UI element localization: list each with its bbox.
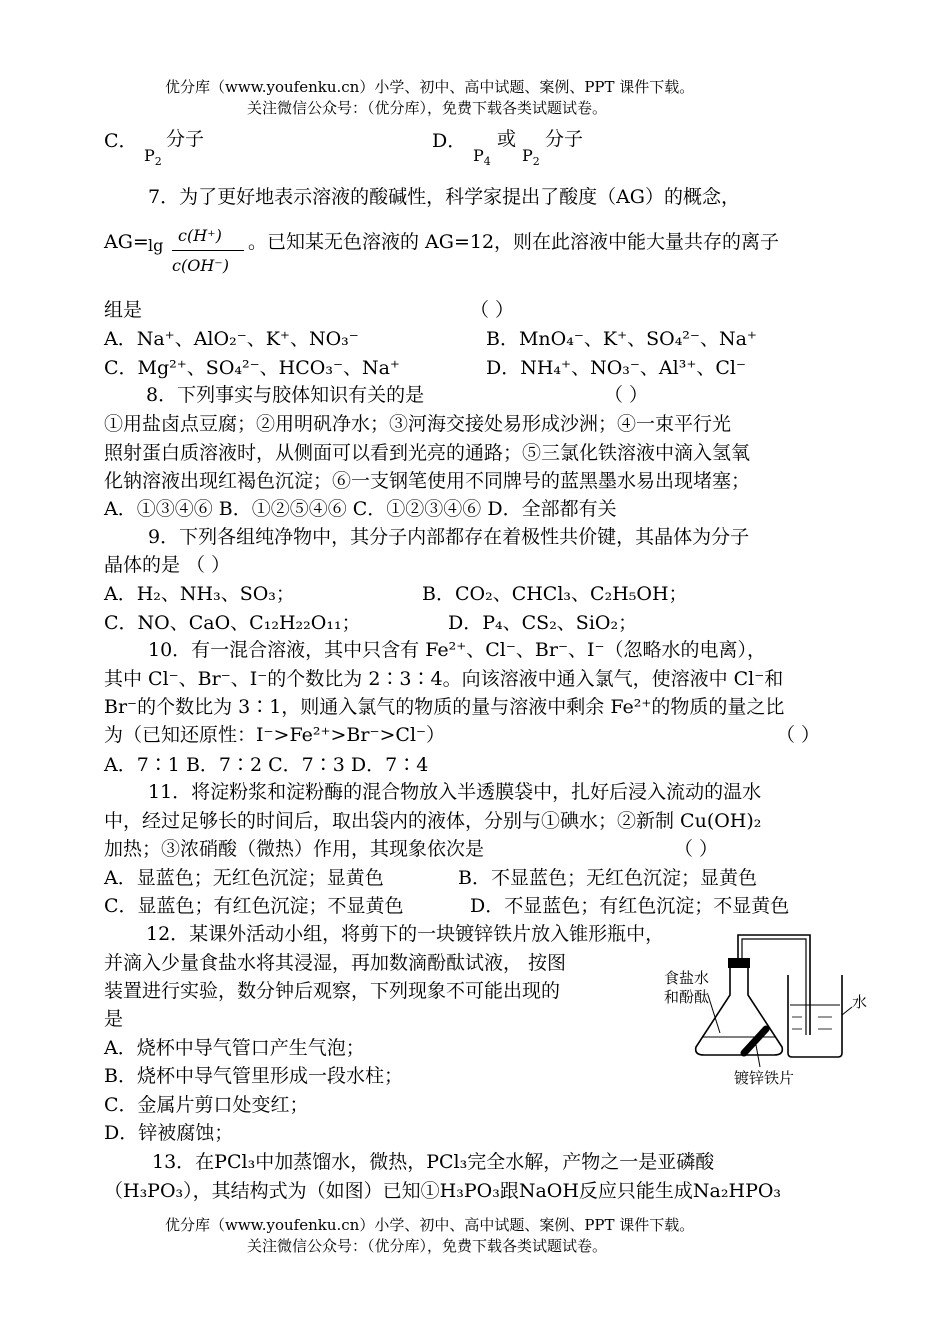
q10-options: A．7∶1 B．7∶2 C．7∶3 D．7∶4 — [104, 754, 429, 776]
q7-ag-prefix: AG= — [104, 231, 149, 253]
page-footer-line1: 优分库（www.youfenku.cn）小学、初中、高中试题、案例、PPT 课件下载。 — [165, 1216, 695, 1234]
q9-option-d: D．P₄、CS₂、SiO₂； — [448, 612, 638, 634]
q8-options: A．①③④⑥ B．①②⑤④⑥ C．①②③④⑥ D．全部都有关 — [104, 498, 617, 520]
delivery-tube-inner — [742, 939, 806, 1035]
q12-option-a: A．烧杯中导气管口产生气泡； — [104, 1037, 365, 1059]
q7-stem-line2: 。已知某无色溶液的 AG=12，则在此溶液中能大量共存的离子 — [248, 231, 780, 253]
q6-option-d-word: 分子 — [545, 128, 584, 150]
q11-answer-paren: （ ） — [674, 838, 719, 860]
q8-stem-line4: 化钠溶液出现红褐色沉淀；⑥一支钢笔使用不同牌号的蓝黑墨水易出现堵塞； — [104, 470, 751, 492]
fig-label-water: 水 — [852, 993, 868, 1011]
q8-stem-line1: 8．下列事实与胶体知识有关的是 — [146, 384, 425, 406]
q6-option-c-label: C． — [104, 130, 138, 152]
q12-stem-line1: 12．某课外活动小组，将剪下的一块镀锌铁片放入锥形瓶中， — [146, 923, 665, 945]
fig-label-salt-line1: 食盐水 — [664, 969, 710, 987]
q7-option-d: D．NH₄⁺、NO₃⁻、Al³⁺、Cl⁻ — [486, 357, 747, 379]
q8-stem-line2: ①用盐卤点豆腐；②用明矾净水；③河海交接处易形成沙洲；④一束平行光 — [104, 413, 732, 435]
q6-option-c-word: 分子 — [166, 128, 205, 150]
label-pointer-plate — [756, 1045, 760, 1067]
q6-option-c-formula: $P_2$ — [144, 146, 162, 169]
beaker — [788, 975, 842, 1057]
page-footer-line2: 关注微信公众号：（优分库），免费下载各类试题试卷。 — [247, 1237, 608, 1255]
q13-stem-line1: 13．在PCl₃中加蒸馏水，微热，PCl₃完全水解，产物之一是亚磷酸 — [152, 1151, 715, 1173]
q10-stem-line4: 为（已知还原性：I⁻>Fe²⁺>Br⁻>Cl⁻） — [104, 724, 446, 746]
q7-option-a: A．Na⁺、AlO₂⁻、K⁺、NO₃⁻ — [104, 328, 359, 350]
q7-fraction-bar — [172, 250, 244, 251]
q11-option-a: A．显蓝色；无红色沉淀；显黄色 — [104, 867, 384, 889]
q12-stem-line3: 装置进行实验，数分钟后观察，下列现象不可能出现的 — [104, 980, 561, 1002]
q7-answer-paren: （ ） — [470, 299, 515, 321]
q6-option-d-formula2: $P_2$ — [522, 146, 540, 169]
q7-fraction-denominator: c(OH⁻) — [172, 256, 229, 275]
q11-stem-line1: 11．将淀粉浆和淀粉酶的混合物放入半透膜袋中，扎好后浸入流动的温水 — [148, 781, 762, 803]
q12-option-c: C．金属片剪口处变红； — [104, 1094, 309, 1116]
q9-stem-line2: 晶体的是 （ ） — [104, 554, 231, 576]
q7-stem-line3: 组是 — [104, 299, 143, 321]
q11-stem-line2: 中，经过足够长的时间后，取出袋内的液体，分别与①碘水；②新制 Cu(OH)₂ — [104, 810, 762, 832]
q9-option-b: B．CO₂、CHCl₃、C₂H₅OH； — [422, 583, 688, 605]
q10-stem-line1: 10．有一混合溶液，其中只含有 Fe²⁺、Cl⁻、Br⁻、I⁻（忽略水的电离）， — [148, 639, 767, 661]
q9-option-a: A．H₂、NH₃、SO₃； — [104, 583, 295, 605]
q10-stem-line2: 其中 Cl⁻、Br⁻、I⁻的个数比为 2∶3∶4。向该溶液中通入氯气，使溶液中 Cl⁻和 — [104, 668, 784, 690]
q9-option-c: C．NO、CaO、C₁₂H₂₂O₁₁； — [104, 612, 361, 634]
q8-answer-paren: （ ） — [604, 384, 649, 406]
fig-label-plate: 镀锌铁片 — [734, 1069, 795, 1087]
q12-apparatus-figure — [660, 925, 870, 1095]
page-header-line1: 优分库（www.youfenku.cn）小学、初中、高中试题、案例、PPT 课件下载。 — [165, 78, 695, 96]
q6-option-d-or: 或 — [497, 128, 517, 150]
q12-stem-line4: 是 — [104, 1008, 124, 1030]
q13-stem-line2: （H₃PO₃），其结构式为（如图）已知①H₃PO₃跟NaOH反应只能生成Na₂HPO₃ — [104, 1180, 782, 1202]
q10-answer-paren: （ ） — [776, 724, 821, 746]
rubber-stopper — [728, 958, 750, 968]
q12-stem-line2: 并滴入少量食盐水将其浸湿，再加数滴酚酞试液， 按图 — [104, 952, 567, 974]
q12-option-d: D．锌被腐蚀； — [104, 1122, 234, 1144]
q11-stem-line3: 加热；③浓硝酸（微热）作用，其现象依次是 — [104, 838, 485, 860]
q7-option-c: C．Mg²⁺、SO₄²⁻、HCO₃⁻、Na⁺ — [104, 357, 400, 379]
q6-option-d-formula1: $P_4$ — [473, 146, 491, 169]
q7-stem-line1: 7．为了更好地表示溶液的酸碱性，科学家提出了酸度（AG）的概念， — [148, 186, 740, 208]
zinc-iron-plate — [744, 1029, 766, 1053]
fig-label-salt-line2: 和酚酞 — [664, 988, 710, 1006]
q11-option-d: D．不显蓝色；有红色沉淀；不显黄色 — [470, 895, 790, 917]
q12-option-b: B．烧杯中导气管里形成一段水柱； — [104, 1065, 403, 1087]
label-pointer-water — [842, 1007, 852, 1015]
q7-lg: lg — [148, 236, 164, 255]
q7-option-b: B．MnO₄⁻、K⁺、SO₄²⁻、Na⁺ — [486, 328, 757, 350]
q10-stem-line3: Br⁻的个数比为 3∶1，则通入氯气的物质的量与溶液中剩余 Fe²⁺的物质的量之比 — [104, 696, 785, 718]
q8-stem-line3: 照射蛋白质溶液时，从侧面可以看到光亮的通路；⑤三氯化铁溶液中滴入氢氧 — [104, 442, 751, 464]
page-header-line2: 关注微信公众号：（优分库），免费下载各类试题试卷。 — [247, 99, 608, 117]
q6-option-d-label: D． — [432, 130, 467, 152]
q9-stem-line1: 9．下列各组纯净物中，其分子内部都存在着极性共价键，其晶体为分子 — [148, 526, 750, 548]
q7-fraction-numerator: c(H⁺) — [178, 226, 222, 245]
q11-option-c: C．显蓝色；有红色沉淀；不显黄色 — [104, 895, 404, 917]
q11-option-b: B．不显蓝色；无红色沉淀；显黄色 — [458, 867, 757, 889]
